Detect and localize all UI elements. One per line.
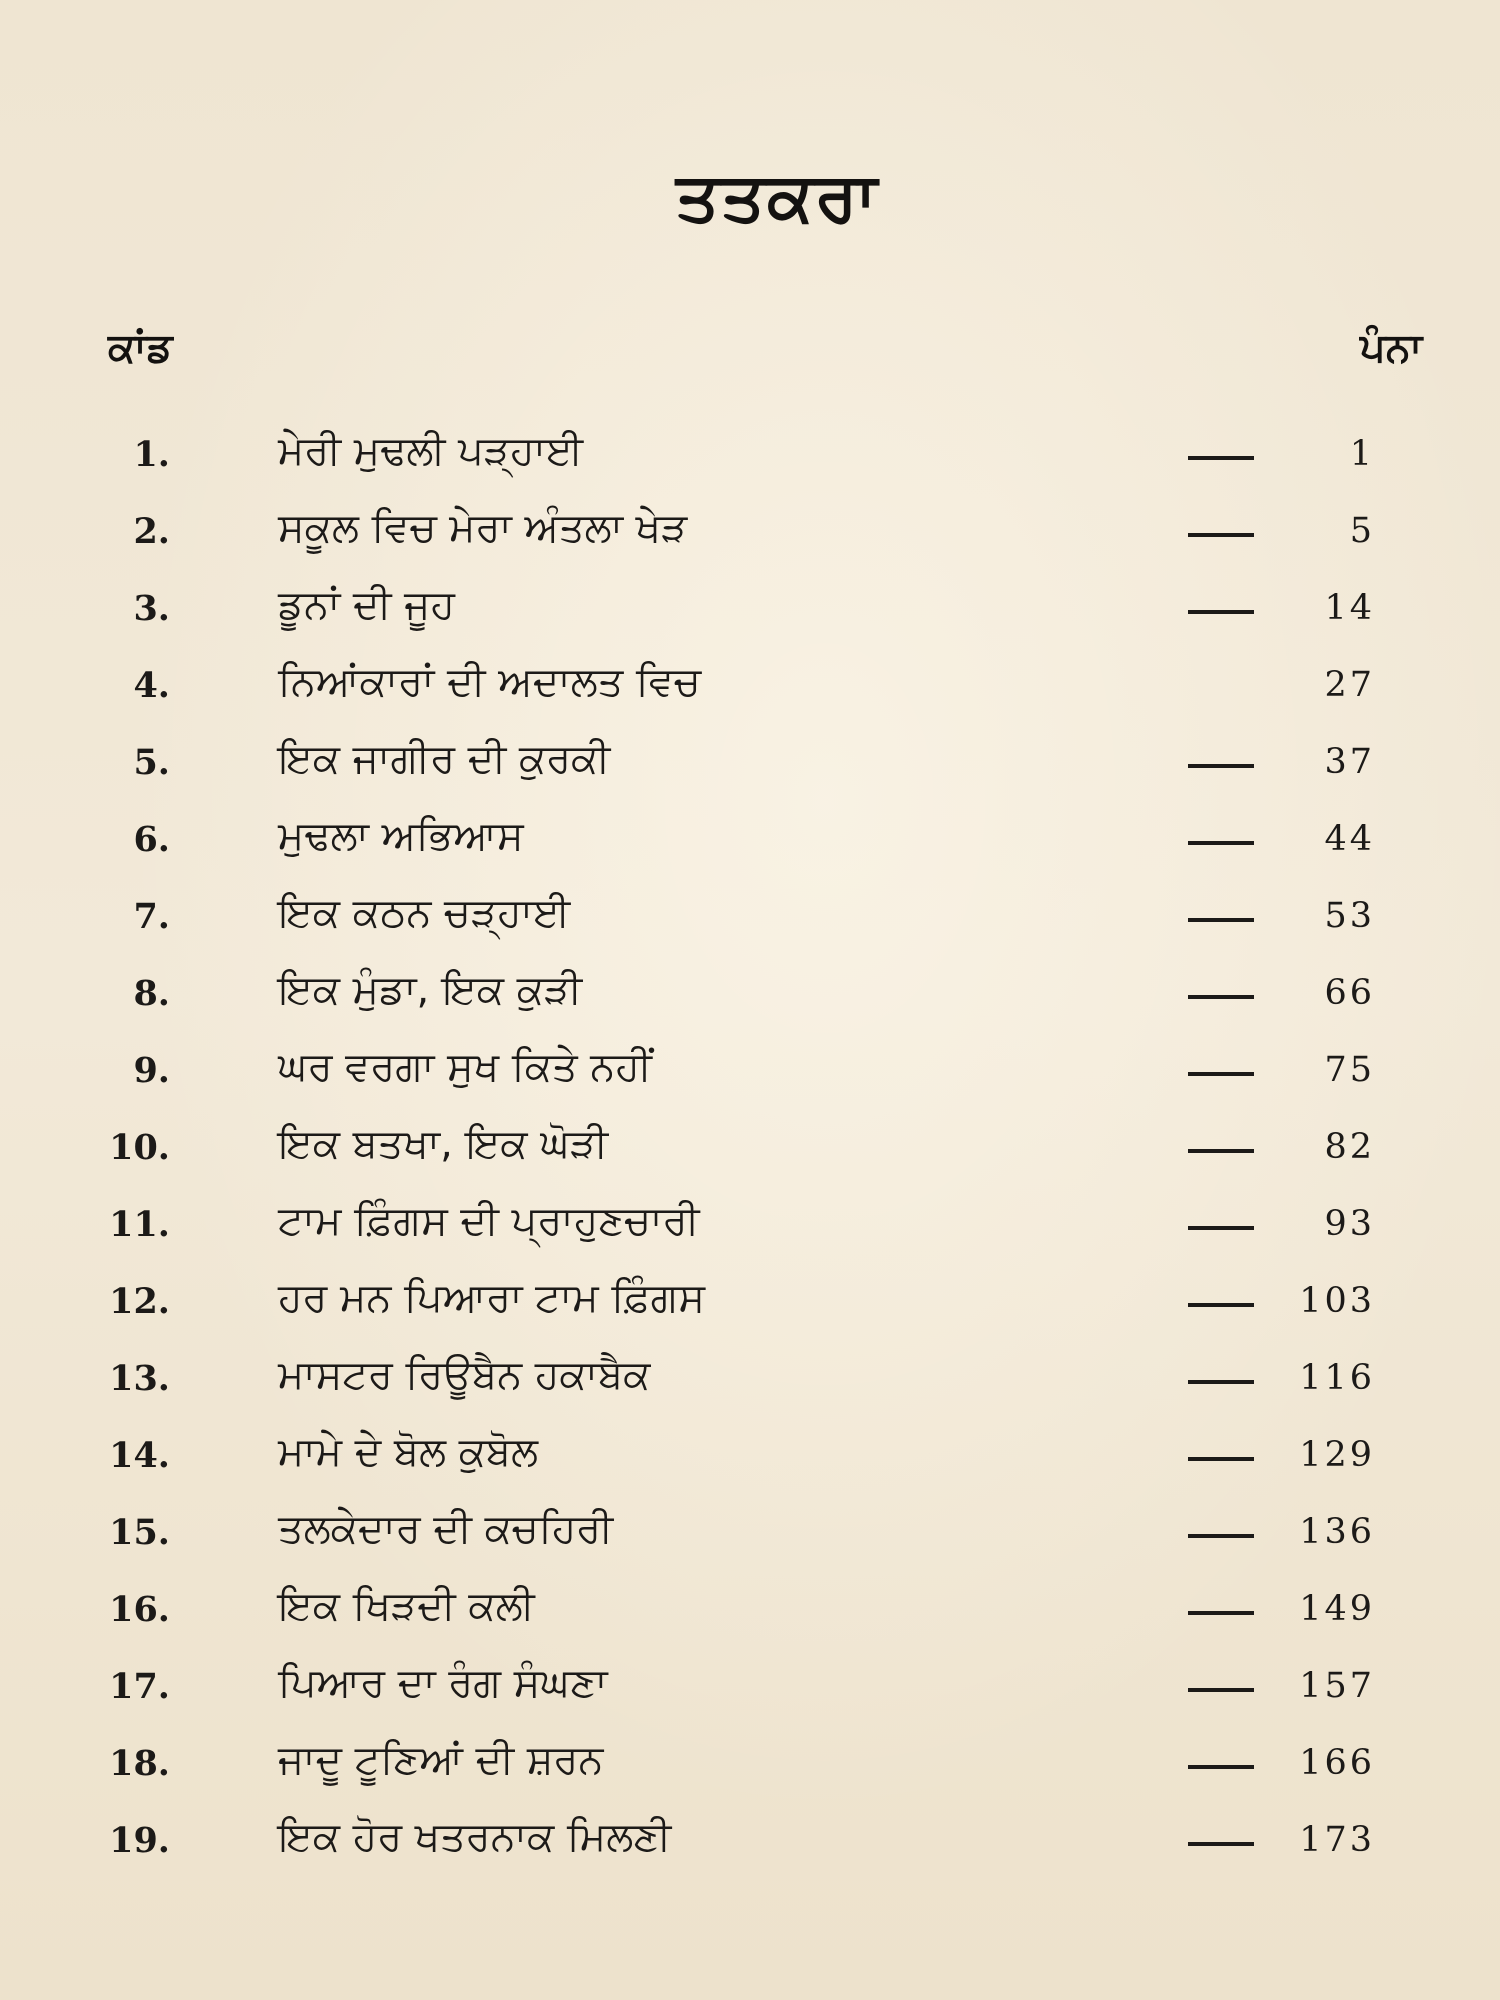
page-number: 27 [1324,665,1375,705]
page-number: 136 [1299,1512,1375,1552]
toc-entry [0,657,1500,734]
chapter-title: ਮਾਮੇ ਦੇ ਬੋਲ ਕੁਬੋਲ [278,1429,538,1475]
page-number: 149 [1299,1589,1375,1629]
chapter-number: 16. [109,1589,170,1630]
page-number: 53 [1324,896,1375,936]
page-number: 116 [1299,1358,1375,1398]
chapter-number: 13. [109,1358,170,1399]
toc-entry [0,1042,1500,1119]
chapter-title: ਨਿਆਂਕਾਰਾਂ ਦੀ ਅਦਾਲਤ ਵਿਚ [278,659,701,705]
chapter-title: ਹਰ ਮਨ ਪਿਆਰਾ ਟਾਮ ਫ਼ਿੰਗਸ [278,1275,705,1321]
table-of-contents [0,426,1500,1889]
chapter-title: ਮੇਰੀ ਮੁਢਲੀ ਪੜ੍ਹਾਈ [278,428,584,474]
leader-dash [1188,764,1254,768]
toc-entry [0,1119,1500,1196]
chapter-number: 9. [133,1050,170,1091]
toc-entry [0,580,1500,657]
leader-dash [1188,1765,1254,1769]
page-title: ਤਤਕਰਾ [675,158,880,237]
toc-entry [0,811,1500,888]
leader-dash [1188,1380,1254,1384]
toc-entry [0,503,1500,580]
chapter-title: ਸਕੂਲ ਵਿਚ ਮੇਰਾ ਅੰਤਲਾ ਖੇੜ [278,505,688,551]
chapter-number: 11. [109,1204,170,1245]
leader-dash [1188,841,1254,845]
chapter-title: ਤਲਕੇਦਾਰ ਦੀ ਕਚਹਿਰੀ [278,1506,614,1552]
leader-dash [1188,1611,1254,1615]
page-number: 82 [1324,1127,1375,1167]
leader-dash [1188,456,1254,460]
leader-dash [1188,918,1254,922]
chapter-column-header: ਕਾਂਡ [108,325,173,371]
page-number: 14 [1324,588,1375,628]
toc-entry [0,1350,1500,1427]
chapter-title: ਮਾਸਟਰ ਰਿਊਬੈਨ ਹਕਾਬੈਕ [278,1352,651,1398]
toc-entry [0,1196,1500,1273]
chapter-number: 5. [133,742,170,783]
chapter-number: 12. [109,1281,170,1322]
chapter-title: ਟਾਮ ਫ਼ਿੰਗਸ ਦੀ ਪ੍ਰਾਹੁਣਚਾਰੀ [278,1198,700,1244]
page-number: 44 [1324,819,1375,859]
page-number: 166 [1299,1743,1375,1783]
leader-dash [1188,1688,1254,1692]
chapter-title: ਇਕ ਬਤਖਾ, ਇਕ ਘੋੜੀ [278,1121,609,1167]
chapter-number: 7. [133,896,170,937]
chapter-title: ਘਰ ਵਰਗਾ ਸੁਖ ਕਿਤੇ ਨਹੀਂ [278,1044,652,1090]
page-number: 66 [1324,973,1375,1013]
leader-dash [1188,995,1254,999]
leader-dash [1188,1226,1254,1230]
toc-entry [0,888,1500,965]
chapter-number: 14. [109,1435,170,1476]
toc-entry [0,1581,1500,1658]
chapter-number: 19. [109,1820,170,1861]
toc-entry [0,426,1500,503]
chapter-title: ਇਕ ਜਾਗੀਰ ਦੀ ਕੁਰਕੀ [278,736,611,782]
page-number: 129 [1299,1435,1375,1475]
toc-entry [0,1658,1500,1735]
page-number: 75 [1324,1050,1375,1090]
page-number: 93 [1324,1204,1375,1244]
chapter-title: ਮੁਢਲਾ ਅਭਿਆਸ [278,813,524,859]
chapter-number: 17. [109,1666,170,1707]
chapter-title: ਇਕ ਮੁੰਡਾ, ਇਕ ਕੁੜੀ [278,967,583,1013]
toc-entry [0,1504,1500,1581]
toc-entry [0,1273,1500,1350]
chapter-title: ਡੂਨਾਂ ਦੀ ਜੂਹ [278,582,455,628]
chapter-title: ਇਕ ਕਠਨ ਚੜ੍ਹਾਈ [278,890,571,936]
leader-dash [1188,610,1254,614]
toc-entry [0,1735,1500,1812]
chapter-number: 10. [109,1127,170,1168]
chapter-title: ਪਿਆਰ ਦਾ ਰੰਗ ਸੰਘਣਾ [278,1660,608,1706]
leader-dash [1188,1457,1254,1461]
chapter-number: 6. [133,819,170,860]
leader-dash [1188,1149,1254,1153]
chapter-number: 1. [133,434,170,475]
toc-entry [0,965,1500,1042]
page-number: 157 [1299,1666,1375,1706]
chapter-title: ਇਕ ਖਿੜਦੀ ਕਲੀ [278,1583,535,1629]
page-column-header: ਪੰਨਾ [1360,325,1423,371]
chapter-title: ਜਾਦੂ ਟੂਣਿਆਂ ਦੀ ਸ਼ਰਨ [278,1737,604,1783]
leader-dash [1188,1842,1254,1846]
chapter-number: 2. [133,511,170,552]
leader-dash [1188,1534,1254,1538]
page-number: 37 [1324,742,1375,782]
toc-entry [0,1812,1500,1889]
chapter-number: 8. [133,973,170,1014]
page-number: 1 [1349,434,1375,474]
page-number: 5 [1349,511,1375,551]
toc-entry [0,734,1500,811]
page-number: 173 [1299,1820,1375,1860]
chapter-number: 18. [109,1743,170,1784]
chapter-number: 3. [133,588,170,629]
leader-dash [1188,1072,1254,1076]
leader-dash [1188,1303,1254,1307]
page-number: 103 [1299,1281,1375,1321]
chapter-number: 15. [109,1512,170,1553]
chapter-title: ਇਕ ਹੋਰ ਖਤਰਨਾਕ ਮਿਲਣੀ [278,1814,672,1860]
chapter-number: 4. [133,665,170,706]
leader-dash [1188,533,1254,537]
toc-entry [0,1427,1500,1504]
